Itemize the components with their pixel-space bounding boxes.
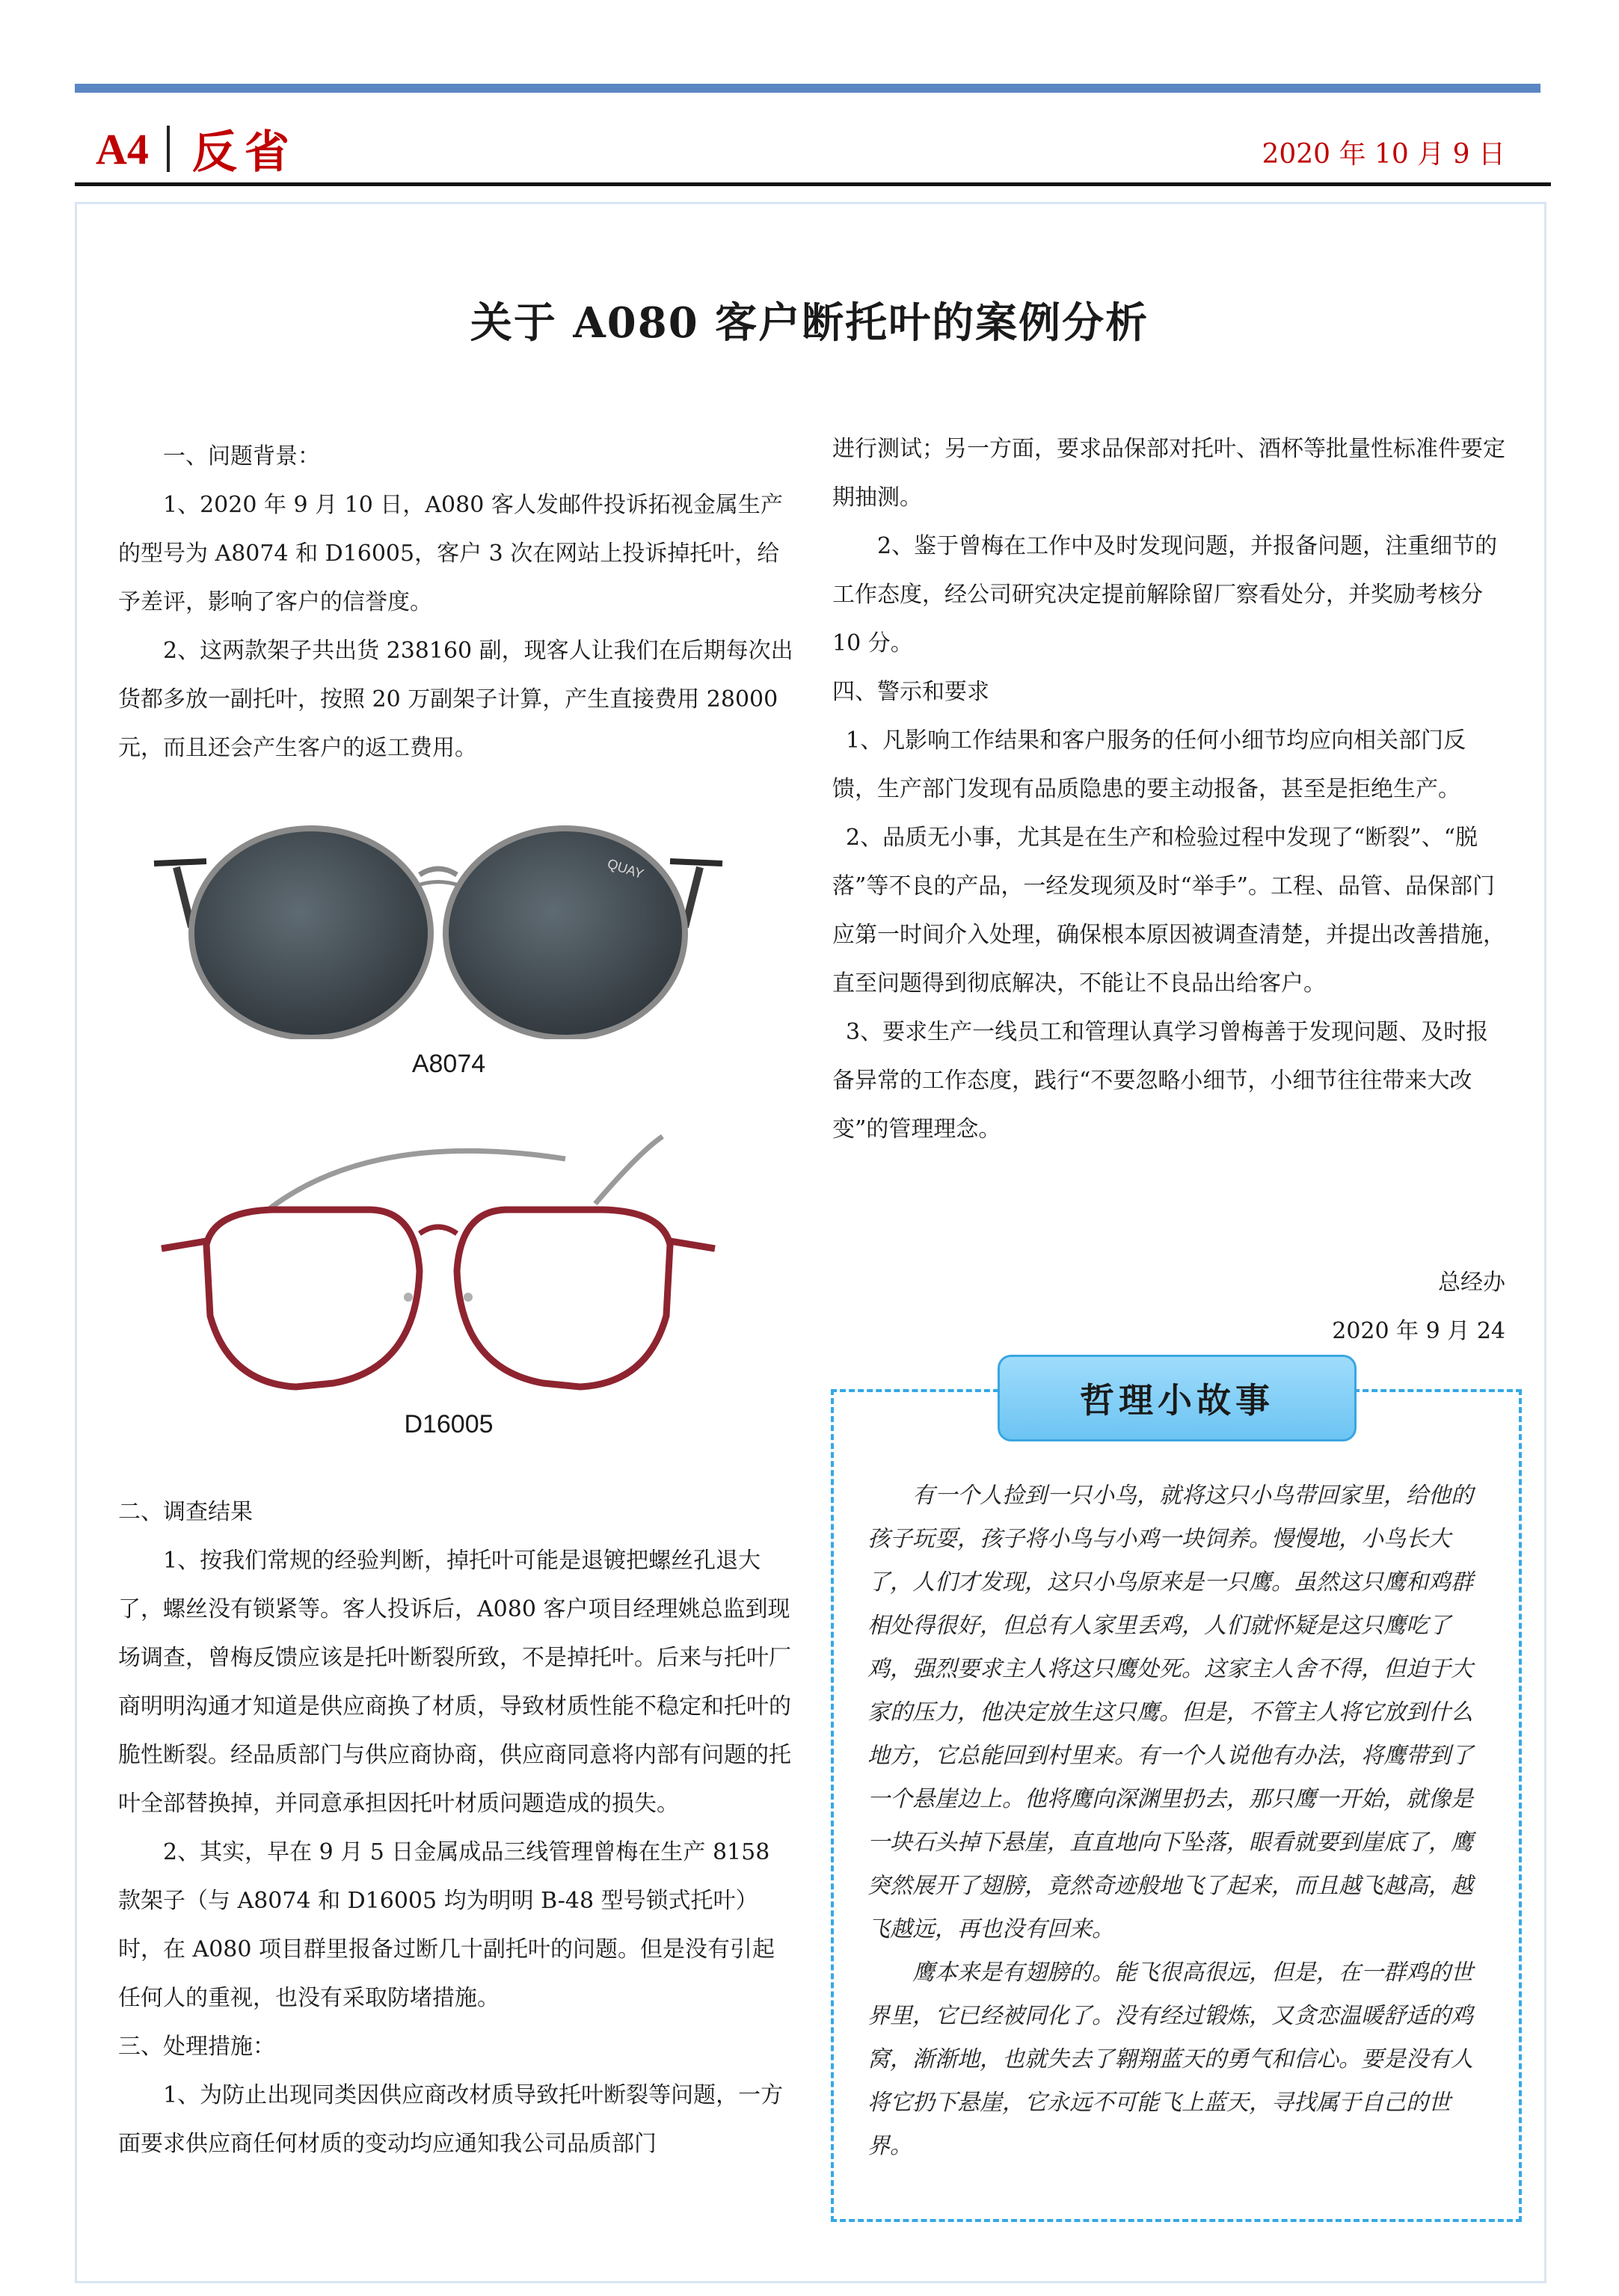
paragraph: 3、要求生产一线员工和管理认真学习曾梅善于发现问题、及时报备异常的工作态度，践行“不要忽略小细节，小细节往往带来大改变”的管理理念。 [832,1019,1489,1142]
paragraph: 2、这两款架子共出货 238160 副，现客人让我们在后期每次出货都多放一副托叶，按照 20 万副架子计算，产生直接费用 28000 元，而且还会产生客户的返工费用。 [118,638,793,761]
paragraph: 二、调查结果 [118,1499,253,1525]
paragraph: 一、问题背景： [163,443,320,470]
article-title: 关于 A080 客户断托叶的案例分析 [470,298,1149,348]
paragraph: 四、警示和要求 [832,679,989,705]
eyeglasses-icon [147,1121,730,1406]
right-column [832,425,1505,1154]
paragraph: 进行测试；另一方面，要求品保部对托叶、酒杯等批量性标准件要定期抽测。 [832,436,1505,511]
paragraph: 2、其实，早在 9 月 5 日金属成品三线管理曾梅在生产 8158 款架子（与 A8074 和 D16005 均为明明 B-48 型号锁式托叶）时，在 A080 项目群里报备过断几十副托叶的问题。但是没有引起任何人的重视，也没有采取防堵措施。 [118,1839,775,2011]
figure-caption-d16005: D16005 [404,1410,494,1438]
issue-date: 2020 年 10 月 9 日 [1262,139,1505,170]
paragraph: 2、品质无小事，尤其是在生产和检验过程中发现了“断裂”、“脱落”等不良的产品，一经发现须及时“举手”。工程、品管、品保部门应第一时间介入处理，确保根本原因被调查清楚，并提出改善措施，直至问题得到彻底解决，不能让不良品出给客户。 [832,825,1505,997]
story-title: 哲理小故事 [998,1355,1357,1441]
sign-date: 2020 年 9 月 24 [1332,1318,1505,1344]
paragraph: 1、2020 年 9 月 10 日，A080 客人发邮件投诉拓视金属生产的型号为 A8074 和 D16005，客户 3 次在网站上投诉掉托叶，给予差评，影响了客户的信誉度。 [118,492,783,615]
story-text [867,1474,1493,2168]
paragraph: 1、为防止出现同类因供应商改材质导致托叶断裂等问题，一方面要求供应商任何材质的变动均应通知我公司品质部门 [118,2082,784,2157]
signature: 总经办 [1438,1269,1505,1296]
paragraph: 三、处理措施： [118,2034,275,2060]
section-divider [167,126,170,172]
story-paragraph: 有一个人捡到一只小鸟，就将这只小鸟带回家里，给他的孩子玩耍，孩子将小鸟与小鸡一块饲养。慢慢地，小鸟长大了，人们才发现，这只小鸟原来是一只鹰。虽然这只鹰和鸡群相处得很好，但总有人家里丢鸡，人们就怀疑是这只鹰吃了鸡，强烈要求主人将这只鹰处死。这家主人舍不得，但迫于大家的压力，他决定放生这只鹰。但是，不管主人将它放到什么地方，它总能回到村里来。有一个人说他有办法，将鹰带到了一个悬崖边上。他将鹰向深渊里扔去，那只鹰一开始，就像是一块石头掉下悬崖，直直地向下坠落，眼看就要到崖底了，鹰突然展开了翅膀，竟然奇迹般地飞了起来，而且越飞越高，越飞越远，再也没有回来。 [867,1483,1473,1942]
header-rule [75,182,1551,186]
left-column-top [118,432,795,772]
section-title: 反省 [191,126,297,179]
header-top-bar [75,84,1540,93]
brand-mark: QUAY [605,855,646,882]
paragraph: 2、鉴于曾梅在工作中及时发现问题，并报备问题，注重细节的工作态度，经公司研究决定提前解除留厂察看处分，并奖励考核分 10 分。 [832,533,1498,656]
paragraph: 1、按我们常规的经验判断，掉托叶可能是退镀把螺丝孔退大了，螺丝没有锁紧等。客人投诉后，A080 客户项目经理姚总监到现场调查，曾梅反馈应该是托叶断裂所致，不是掉托叶。后来与托叶厂商明明沟通才知道是供应商换了材质，导致材质性能不稳定和托叶的脆性断裂。经品质部门与供应商协商，供应商同意将内部有问题的托叶全部替换掉，并同意承担因托叶材质问题造成的损失。 [118,1548,791,1817]
story-paragraph: 鹰本来是有翅膀的。能飞很高很远，但是，在一群鸡的世界里，它已经被同化了。没有经过锻炼，又贪恋温暖舒适的鸡窝，渐渐地，也就失去了翱翔蓝天的勇气和信心。要是没有人将它扔下悬崖，它永远不可能飞上蓝天，寻找属于自己的世界。 [867,1960,1473,2159]
section-code: A4 [96,124,149,173]
left-column-bottom [118,1488,795,2168]
paragraph: 1、凡影响工作结果和客户服务的任何小细节均应向相关部门反馈，生产部门发现有品质隐患的要主动报备，甚至是拒绝生产。 [832,727,1466,802]
section-header [96,117,297,181]
figure-caption-a8074: A8074 [411,1050,486,1078]
sunglasses-icon [147,815,730,1039]
